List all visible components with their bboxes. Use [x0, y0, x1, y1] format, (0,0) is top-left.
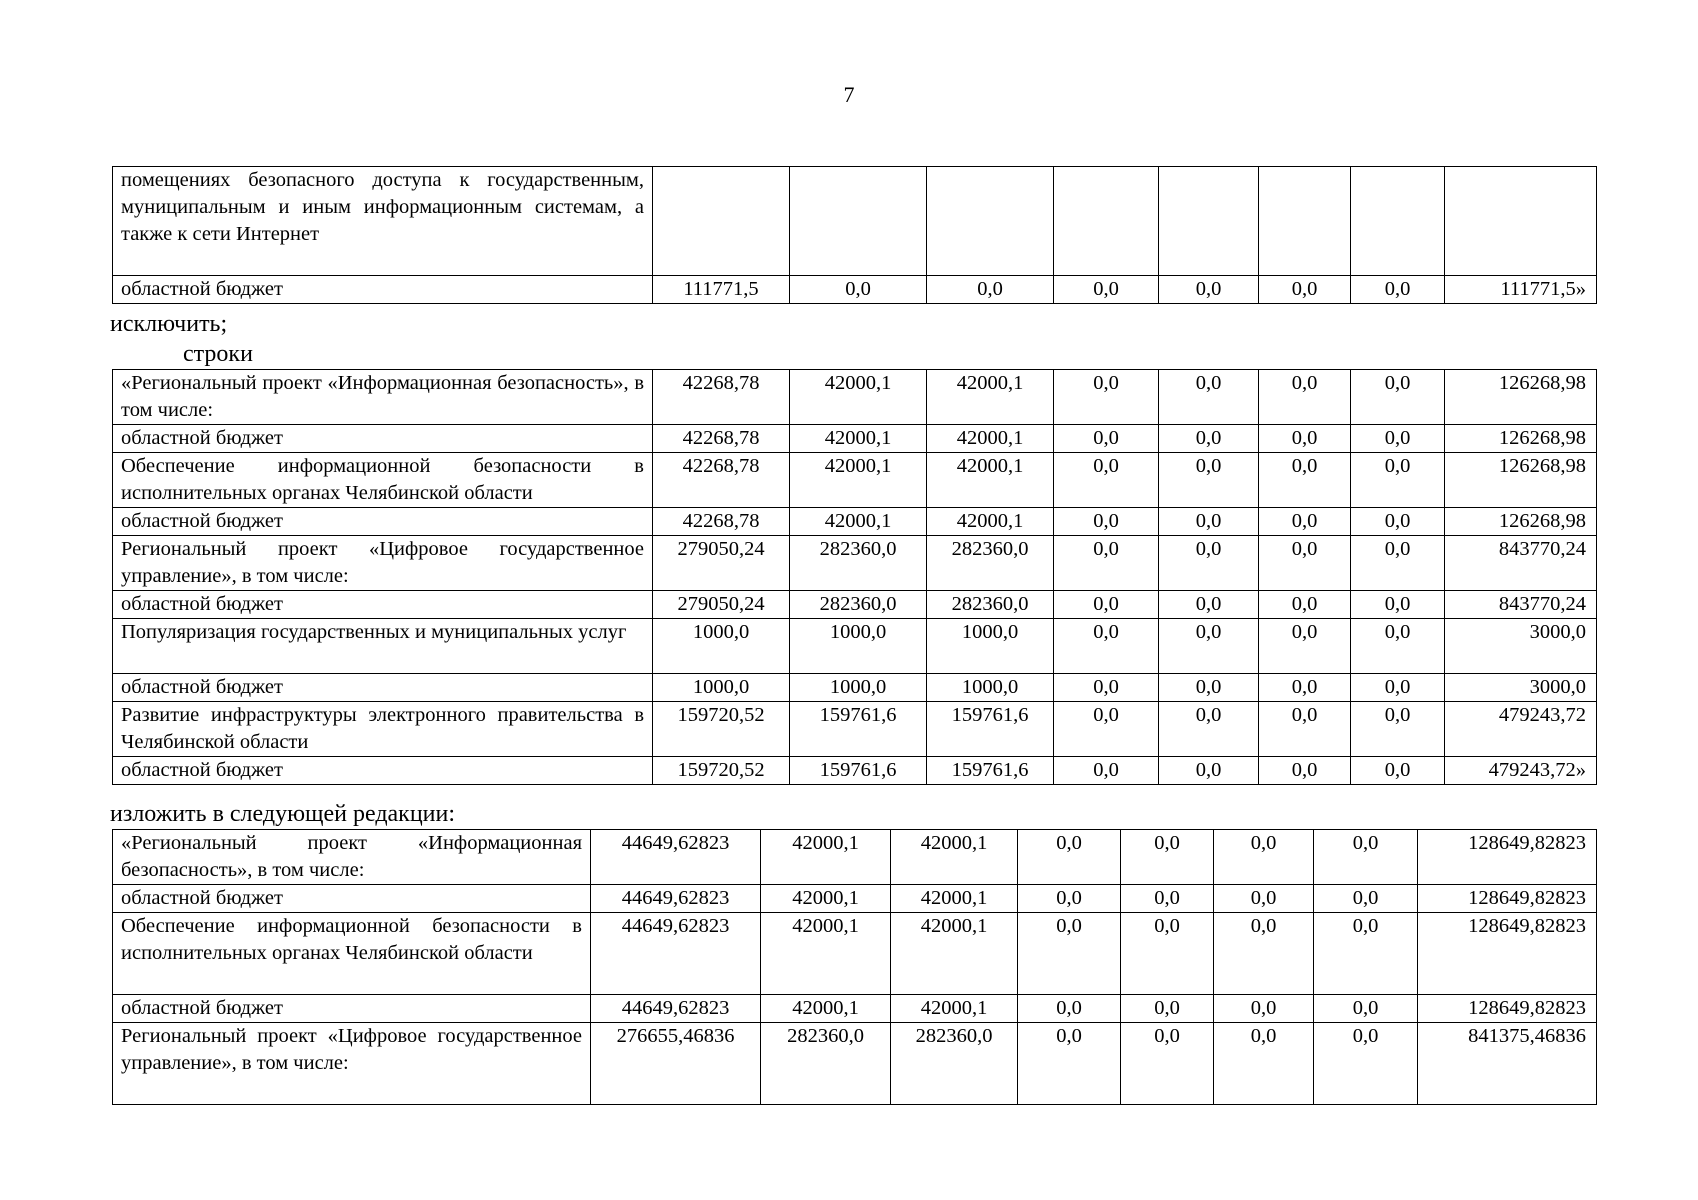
cell-value: 0,0 [1159, 536, 1259, 591]
row-label: помещениях безопасного доступа к государственным, муниципальным и иным информационным системам, а также к сети Интернет [113, 167, 653, 276]
instruction-new-edition: изложить в следующей редакции: [110, 801, 456, 827]
cell-value: 0,0 [1159, 757, 1259, 785]
cell-value [1351, 167, 1445, 276]
cell-value: 3000,0 [1445, 674, 1597, 702]
cell-value: 282360,0 [927, 591, 1054, 619]
cell-value: 0,0 [1351, 619, 1445, 674]
cell-value: 479243,72 [1445, 702, 1597, 757]
cell-value: 0,0 [1054, 619, 1159, 674]
cell-value: 0,0 [1259, 425, 1351, 453]
row-label: областной бюджет [113, 508, 653, 536]
cell-value: 1000,0 [653, 619, 790, 674]
cell-value: 0,0 [1259, 508, 1351, 536]
table-row [113, 619, 1597, 674]
cell-value: 42000,1 [927, 508, 1054, 536]
cell-value: 0,0 [1314, 1023, 1418, 1105]
cell-value: 42000,1 [790, 425, 927, 453]
cell-value: 0,0 [1351, 757, 1445, 785]
cell-value: 0,0 [1214, 995, 1314, 1023]
cell-value: 0,0 [1351, 370, 1445, 425]
table-row [113, 995, 1597, 1023]
cell-value: 42000,1 [761, 995, 891, 1023]
cell-value: 44649,62823 [591, 830, 761, 885]
cell-value: 0,0 [790, 276, 927, 304]
cell-value: 279050,24 [653, 536, 790, 591]
row-label: областной бюджет [113, 276, 653, 304]
cell-value: 282360,0 [790, 591, 927, 619]
cell-value: 279050,24 [653, 591, 790, 619]
cell-value: 42000,1 [927, 453, 1054, 508]
row-label: «Региональный проект «Информационная безопасность», в том числе: [113, 370, 653, 425]
cell-value: 0,0 [1054, 425, 1159, 453]
cell-value [1445, 167, 1597, 276]
cell-value: 276655,46836 [591, 1023, 761, 1105]
table-row [113, 370, 1597, 425]
cell-value: 282360,0 [761, 1023, 891, 1105]
cell-value: 42000,1 [891, 995, 1018, 1023]
cell-value: 0,0 [1159, 370, 1259, 425]
row-label: областной бюджет [113, 885, 591, 913]
cell-value: 0,0 [1259, 276, 1351, 304]
cell-value: 1000,0 [927, 619, 1054, 674]
cell-value [1054, 167, 1159, 276]
cell-value: 0,0 [1121, 830, 1214, 885]
cell-value: 42000,1 [761, 913, 891, 995]
row-label: областной бюджет [113, 995, 591, 1023]
cell-value: 0,0 [1054, 757, 1159, 785]
instruction-exclude: исключить; [110, 311, 228, 337]
cell-value: 42000,1 [891, 913, 1018, 995]
cell-value: 0,0 [1351, 508, 1445, 536]
cell-value: 1000,0 [653, 674, 790, 702]
cell-value: 0,0 [1214, 913, 1314, 995]
table-row [113, 674, 1597, 702]
cell-value: 0,0 [1259, 702, 1351, 757]
cell-value: 44649,62823 [591, 913, 761, 995]
cell-value: 0,0 [1159, 276, 1259, 304]
cell-value: 159761,6 [927, 702, 1054, 757]
cell-value: 0,0 [1054, 674, 1159, 702]
table-row [113, 830, 1597, 885]
table-row [113, 536, 1597, 591]
cell-value: 0,0 [1054, 508, 1159, 536]
cell-value: 42268,78 [653, 370, 790, 425]
cell-value: 0,0 [1159, 619, 1259, 674]
table-row [113, 913, 1597, 995]
cell-value: 282360,0 [790, 536, 927, 591]
cell-value: 0,0 [1351, 674, 1445, 702]
table-row [113, 276, 1597, 304]
cell-value: 0,0 [1259, 619, 1351, 674]
cell-value: 1000,0 [790, 674, 927, 702]
cell-value: 843770,24 [1445, 536, 1597, 591]
cell-value: 0,0 [1018, 995, 1121, 1023]
table-row [113, 425, 1597, 453]
cell-value: 0,0 [1121, 885, 1214, 913]
cell-value: 841375,46836 [1418, 1023, 1597, 1105]
cell-value: 0,0 [1314, 995, 1418, 1023]
cell-value [1159, 167, 1259, 276]
cell-value: 126268,98 [1445, 508, 1597, 536]
cell-value: 0,0 [1351, 425, 1445, 453]
table-row [113, 702, 1597, 757]
cell-value: 111771,5» [1445, 276, 1597, 304]
cell-value: 0,0 [1259, 674, 1351, 702]
cell-value: 3000,0 [1445, 619, 1597, 674]
page-number: 7 [843, 82, 855, 107]
cell-value: 0,0 [1159, 508, 1259, 536]
cell-value: 159761,6 [790, 757, 927, 785]
cell-value: 42000,1 [927, 370, 1054, 425]
cell-value: 42268,78 [653, 508, 790, 536]
cell-value: 126268,98 [1445, 425, 1597, 453]
cell-value: 111771,5 [653, 276, 790, 304]
cell-value: 282360,0 [927, 536, 1054, 591]
cell-value: 42268,78 [653, 425, 790, 453]
cell-value: 0,0 [1054, 702, 1159, 757]
cell-value: 0,0 [1121, 913, 1214, 995]
instruction-rows: строки [183, 341, 253, 367]
row-label: Обеспечение информационной безопасности в исполнительных органах Челябинской области [113, 453, 653, 508]
cell-value: 0,0 [1054, 536, 1159, 591]
cell-value: 42000,1 [790, 370, 927, 425]
cell-value: 0,0 [1351, 536, 1445, 591]
cell-value: 42000,1 [761, 830, 891, 885]
cell-value: 0,0 [1351, 591, 1445, 619]
cell-value: 0,0 [1314, 830, 1418, 885]
cell-value: 0,0 [1351, 702, 1445, 757]
cell-value [1259, 167, 1351, 276]
cell-value: 0,0 [1259, 591, 1351, 619]
cell-value: 282360,0 [891, 1023, 1018, 1105]
cell-value [790, 167, 927, 276]
table-row [113, 167, 1597, 276]
cell-value: 42000,1 [891, 885, 1018, 913]
cell-value: 0,0 [1018, 830, 1121, 885]
row-label: областной бюджет [113, 674, 653, 702]
cell-value [927, 167, 1054, 276]
row-label: «Региональный проект «Информационная безопасность», в том числе: [113, 830, 591, 885]
cell-value: 44649,62823 [591, 995, 761, 1023]
table-row [113, 508, 1597, 536]
cell-value: 128649,82823 [1418, 885, 1597, 913]
cell-value: 0,0 [1314, 885, 1418, 913]
table-row [113, 1023, 1597, 1105]
cell-value: 0,0 [1351, 276, 1445, 304]
cell-value: 159761,6 [790, 702, 927, 757]
cell-value: 42000,1 [790, 508, 927, 536]
cell-value: 0,0 [1018, 913, 1121, 995]
row-label: Региональный проект «Цифровое государственное управление», в том числе: [113, 536, 653, 591]
row-label: Развитие инфраструктуры электронного правительства в Челябинской области [113, 702, 653, 757]
cell-value: 42000,1 [761, 885, 891, 913]
table-old-rows [112, 369, 1597, 785]
cell-value: 0,0 [1159, 591, 1259, 619]
table-excluded-rows [112, 166, 1597, 304]
cell-value: 0,0 [1214, 885, 1314, 913]
cell-value: 159720,52 [653, 702, 790, 757]
cell-value: 42000,1 [927, 425, 1054, 453]
cell-value: 0,0 [1159, 453, 1259, 508]
table-row [113, 757, 1597, 785]
row-label: Популяризация государственных и муниципальных услуг [113, 619, 653, 674]
cell-value: 159761,6 [927, 757, 1054, 785]
cell-value: 126268,98 [1445, 370, 1597, 425]
cell-value: 128649,82823 [1418, 995, 1597, 1023]
cell-value: 0,0 [927, 276, 1054, 304]
cell-value [653, 167, 790, 276]
cell-value: 159720,52 [653, 757, 790, 785]
cell-value: 0,0 [1054, 591, 1159, 619]
cell-value: 128649,82823 [1418, 913, 1597, 995]
table-row [113, 453, 1597, 508]
cell-value: 0,0 [1314, 913, 1418, 995]
cell-value: 0,0 [1054, 370, 1159, 425]
cell-value: 0,0 [1121, 995, 1214, 1023]
row-label: Региональный проект «Цифровое государственное управление», в том числе: [113, 1023, 591, 1105]
cell-value: 0,0 [1259, 370, 1351, 425]
row-label: областной бюджет [113, 425, 653, 453]
cell-value: 42000,1 [790, 453, 927, 508]
cell-value: 0,0 [1159, 702, 1259, 757]
cell-value: 0,0 [1054, 453, 1159, 508]
cell-value: 0,0 [1214, 830, 1314, 885]
table-row [113, 591, 1597, 619]
cell-value: 1000,0 [790, 619, 927, 674]
cell-value: 479243,72» [1445, 757, 1597, 785]
table-row [113, 885, 1597, 913]
cell-value: 0,0 [1159, 425, 1259, 453]
row-label: областной бюджет [113, 591, 653, 619]
cell-value: 0,0 [1259, 536, 1351, 591]
cell-value: 128649,82823 [1418, 830, 1597, 885]
row-label: Обеспечение информационной безопасности в исполнительных органах Челябинской области [113, 913, 591, 995]
cell-value: 0,0 [1351, 453, 1445, 508]
cell-value: 42000,1 [891, 830, 1018, 885]
cell-value: 0,0 [1214, 1023, 1314, 1105]
cell-value: 0,0 [1018, 1023, 1121, 1105]
cell-value: 0,0 [1159, 674, 1259, 702]
cell-value: 843770,24 [1445, 591, 1597, 619]
cell-value: 44649,62823 [591, 885, 761, 913]
cell-value: 0,0 [1259, 453, 1351, 508]
cell-value: 0,0 [1121, 1023, 1214, 1105]
cell-value: 0,0 [1054, 276, 1159, 304]
table-new-rows [112, 829, 1597, 1105]
cell-value: 0,0 [1018, 885, 1121, 913]
row-label: областной бюджет [113, 757, 653, 785]
cell-value: 126268,98 [1445, 453, 1597, 508]
cell-value: 1000,0 [927, 674, 1054, 702]
cell-value: 0,0 [1259, 757, 1351, 785]
cell-value: 42268,78 [653, 453, 790, 508]
